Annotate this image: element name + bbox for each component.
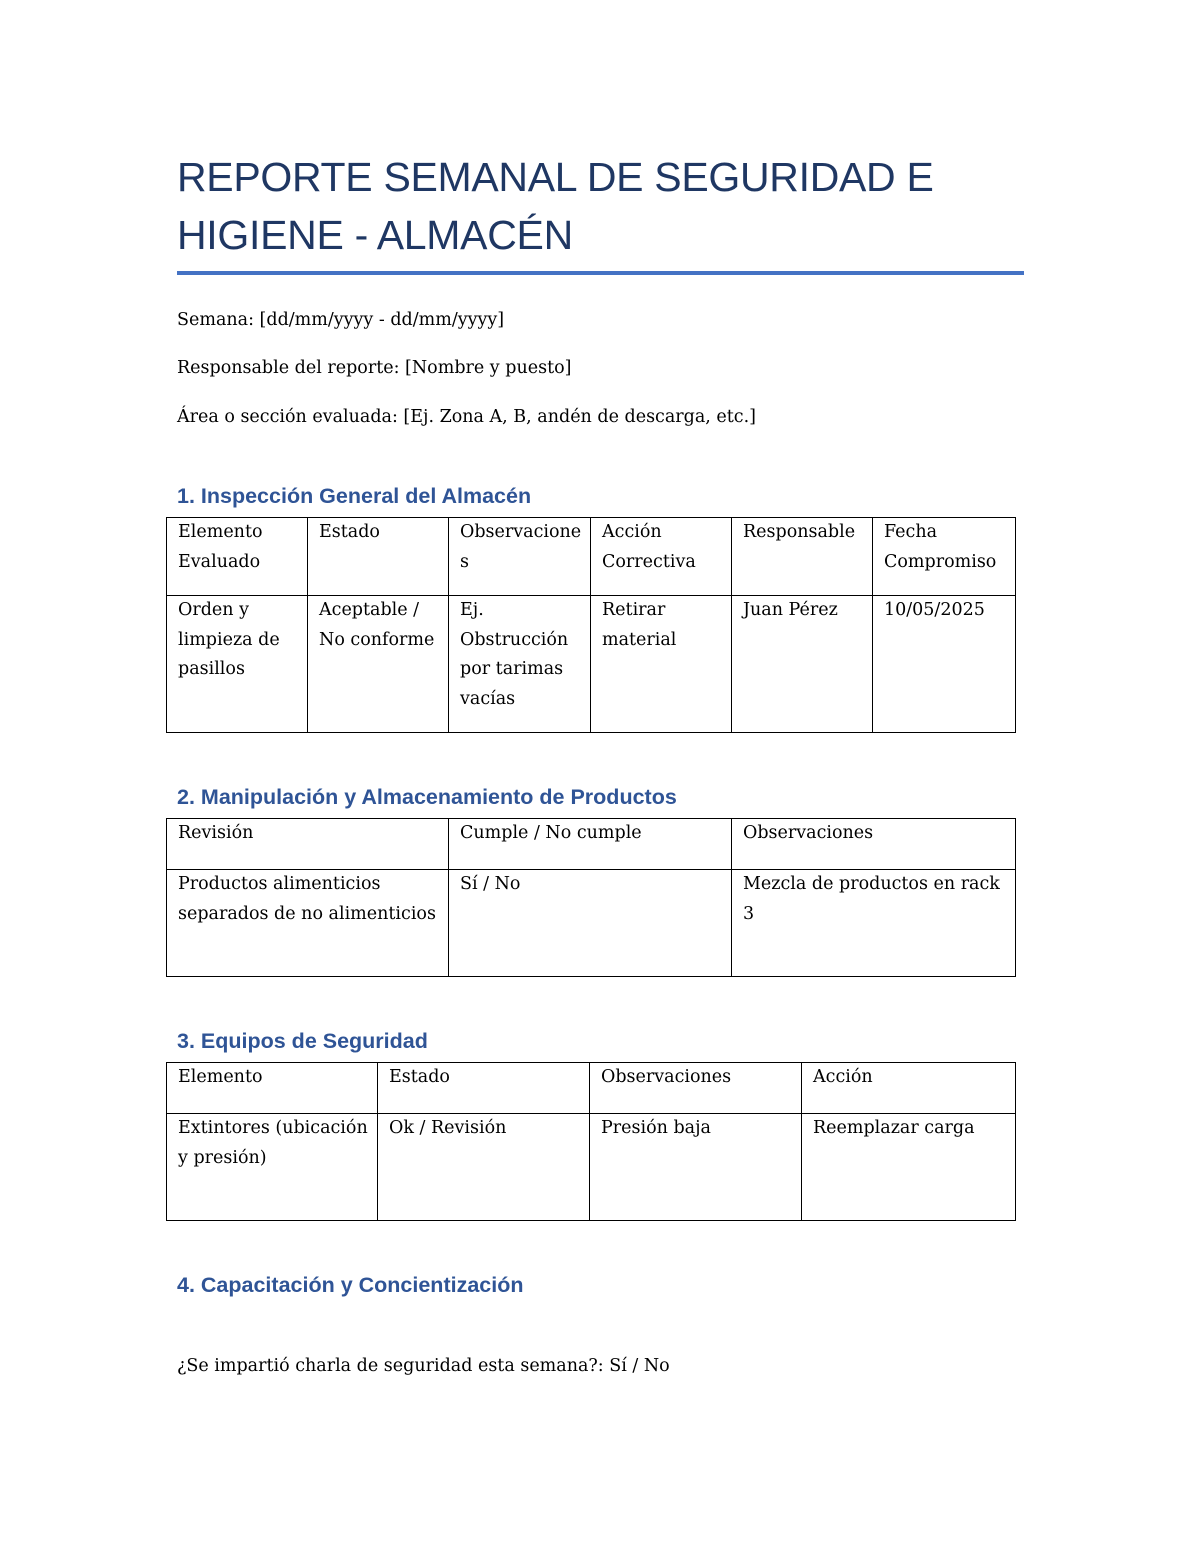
header-cell: Estado: [378, 1063, 590, 1114]
header-cell: Observaciones: [732, 819, 1016, 870]
header-cell: Observaciones: [449, 518, 591, 596]
header-cell: Fecha Compromiso: [873, 518, 1016, 596]
header-cell: Acción Correctiva: [591, 518, 732, 596]
header-cell: Elemento Evaluado: [167, 518, 308, 596]
table-cell: Sí / No: [449, 870, 732, 977]
handling-table: [166, 818, 1016, 977]
inspection-table: [166, 517, 1016, 733]
table-cell: Presión baja: [590, 1114, 802, 1221]
table-row: [167, 1114, 1016, 1221]
header-cell: Cumple / No cumple: [449, 819, 732, 870]
title-underline: [177, 271, 1024, 275]
header-cell: Revisión: [167, 819, 449, 870]
section-3-heading: 3. Equipos de Seguridad: [177, 1029, 428, 1053]
table-cell: Extintores (ubicación y presión): [167, 1114, 378, 1221]
table-row: [167, 596, 1016, 733]
table-cell: 10/05/2025: [873, 596, 1016, 733]
section-1-heading: 1. Inspección General del Almacén: [177, 484, 532, 508]
page-title: REPORTE SEMANAL DE SEGURIDAD E HIGIENE - ALMACÉN: [177, 154, 934, 258]
report-owner-field: Responsable del reporte: [Nombre y puesto]: [177, 358, 572, 378]
table-cell: Mezcla de productos en rack 3: [732, 870, 1016, 977]
header-cell: Estado: [308, 518, 449, 596]
evaluated-area-field: Área o sección evaluada: [Ej. Zona A, B, andén de descarga, etc.]: [177, 407, 756, 427]
table-cell: Juan Pérez: [732, 596, 873, 733]
table-cell: Ej. Obstrucción por tarimas vacías: [449, 596, 591, 733]
safety-equipment-table: [166, 1062, 1016, 1221]
table-cell: Orden y limpieza de pasillos: [167, 596, 308, 733]
table-cell: Aceptable / No conforme: [308, 596, 449, 733]
header-cell: Elemento: [167, 1063, 378, 1114]
table-header-row: [167, 1063, 1016, 1114]
header-cell: Acción: [802, 1063, 1016, 1114]
week-field: Semana: [dd/mm/yyyy - dd/mm/yyyy]: [177, 310, 505, 330]
table-cell: Productos alimenticios separados de no alimenticios: [167, 870, 449, 977]
table-row: [167, 870, 1016, 977]
table-cell: Ok / Revisión: [378, 1114, 590, 1221]
table-header-row: [167, 819, 1016, 870]
section-2-heading: 2. Manipulación y Almacenamiento de Productos: [177, 785, 677, 809]
table-cell: Reemplazar carga: [802, 1114, 1016, 1221]
table-header-row: [167, 518, 1016, 596]
table-cell: Retirar material: [591, 596, 732, 733]
training-question: ¿Se impartió charla de seguridad esta semana?: Sí / No: [177, 1356, 670, 1376]
header-cell: Responsable: [732, 518, 873, 596]
section-4-heading: 4. Capacitación y Concientización: [177, 1273, 524, 1297]
header-cell: Observaciones: [590, 1063, 802, 1114]
